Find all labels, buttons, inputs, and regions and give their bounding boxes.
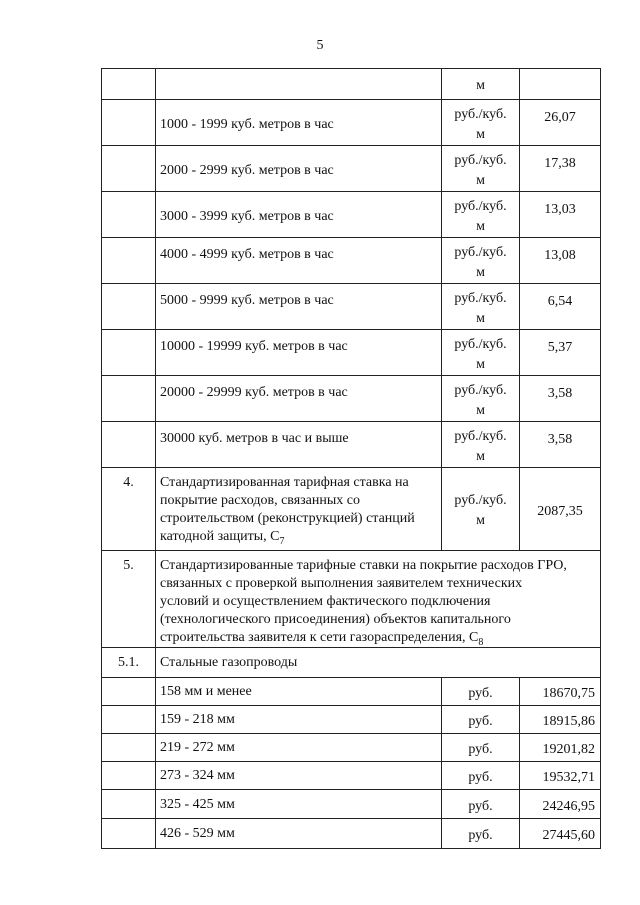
pipe-row-label: 325 - 425 мм <box>160 797 235 812</box>
rate-row-label: 5000 - 9999 куб. метров в час <box>160 293 334 308</box>
item4-text-line-3: катодной защиты, С <box>160 529 280 544</box>
pipe-row-unit: руб. <box>468 714 493 729</box>
rate-row-unit-2: м <box>476 265 485 280</box>
pipe-row-value: 24246,95 <box>542 799 595 814</box>
item5-text-line-4: строительства заявителя к сети газораспределения, С <box>160 630 479 645</box>
rate-row-unit-2: м <box>476 357 485 372</box>
item5-text-line: Стандартизированные тарифные ставки на покрытие расходов ГРО, <box>160 558 567 573</box>
rate-row-label: 10000 - 19999 куб. метров в час <box>160 339 348 354</box>
pipe-row-label: 159 - 218 мм <box>160 712 235 727</box>
rate-row-value: 17,38 <box>544 156 576 171</box>
pipe-row-label: 273 - 324 мм <box>160 768 235 783</box>
rate-row-unit: руб./куб. <box>454 337 507 352</box>
pipe-row-unit: руб. <box>468 686 493 701</box>
rate-row-unit-2: м <box>476 449 485 464</box>
rate-row-unit-2: м <box>476 311 485 326</box>
top-row-unit: м <box>476 78 485 93</box>
rate-row-label: 2000 - 2999 куб. метров в час <box>160 163 334 178</box>
item4-subscript: 7 <box>279 535 285 547</box>
rate-row-value: 5,37 <box>547 340 573 355</box>
item4-number: 4. <box>123 475 134 490</box>
rate-row-unit: руб./куб. <box>454 107 507 122</box>
page-number: 5 <box>316 38 324 53</box>
rate-row-value: 6,54 <box>547 294 573 309</box>
rate-row-unit: руб./куб. <box>454 245 507 260</box>
pipe-row-unit: руб. <box>468 770 493 785</box>
rate-row-unit: руб./куб. <box>454 291 507 306</box>
rate-row-unit: руб./куб. <box>454 383 507 398</box>
pipe-row-value: 19532,71 <box>542 770 595 785</box>
pipe-row-label: 219 - 272 мм <box>160 740 235 755</box>
rate-row-value: 13,08 <box>544 248 576 263</box>
rate-row-label: 3000 - 3999 куб. метров в час <box>160 209 334 224</box>
item5-text-line-last <box>160 629 483 651</box>
item4-value: 2087,35 <box>537 504 583 519</box>
rate-row-label: 4000 - 4999 куб. метров в час <box>160 247 334 262</box>
rate-row-label: 20000 - 29999 куб. метров в час <box>160 385 348 400</box>
rate-row-unit: руб./куб. <box>454 429 507 444</box>
item4-unit: руб./куб. <box>454 493 507 508</box>
rate-row-unit-2: м <box>476 403 485 418</box>
item4-text-line-last <box>160 528 284 550</box>
pipe-row-value: 19201,82 <box>542 742 595 757</box>
item5-text-line: (технологического присоединения) объектов капитального <box>160 612 511 627</box>
pipe-row-label: 426 - 529 мм <box>160 826 235 841</box>
pipe-row-label: 158 мм и менее <box>160 684 252 699</box>
pipe-row-unit: руб. <box>468 828 493 843</box>
item51-number: 5.1. <box>118 655 139 670</box>
rate-row-label: 30000 куб. метров в час и выше <box>160 431 349 446</box>
pipe-row-unit: руб. <box>468 742 493 757</box>
rate-row-value: 13,03 <box>544 202 576 217</box>
item4-text-line: покрытие расходов, связанных со <box>160 493 360 508</box>
rate-row-value: 3,58 <box>547 386 573 401</box>
rate-row-unit-2: м <box>476 219 485 234</box>
item5-subscript: 8 <box>478 636 484 648</box>
pipe-row-value: 18670,75 <box>542 686 595 701</box>
item4-unit-2: м <box>476 513 485 528</box>
pipe-row-value: 18915,86 <box>542 714 595 729</box>
item4-text-line: Стандартизированная тарифная ставка на <box>160 475 409 490</box>
item5-text-line: условий и осуществлением фактического подключения <box>160 594 491 609</box>
rate-row-unit-2: м <box>476 127 485 142</box>
rate-row-label: 1000 - 1999 куб. метров в час <box>160 117 334 132</box>
rate-row-value: 26,07 <box>544 110 576 125</box>
rate-row-unit: руб./куб. <box>454 199 507 214</box>
item5-number: 5. <box>123 558 134 573</box>
item4-text-line: строительством (реконструкцией) станций <box>160 511 415 526</box>
rate-row-unit-2: м <box>476 173 485 188</box>
pipe-row-value: 27445,60 <box>542 828 595 843</box>
item51-label: Стальные газопроводы <box>160 655 298 670</box>
rate-row-value: 3,58 <box>547 432 573 447</box>
item5-text-line: связанных с проверкой выполнения заявителем технических <box>160 576 523 591</box>
pipe-row-unit: руб. <box>468 799 493 814</box>
rate-row-unit: руб./куб. <box>454 153 507 168</box>
